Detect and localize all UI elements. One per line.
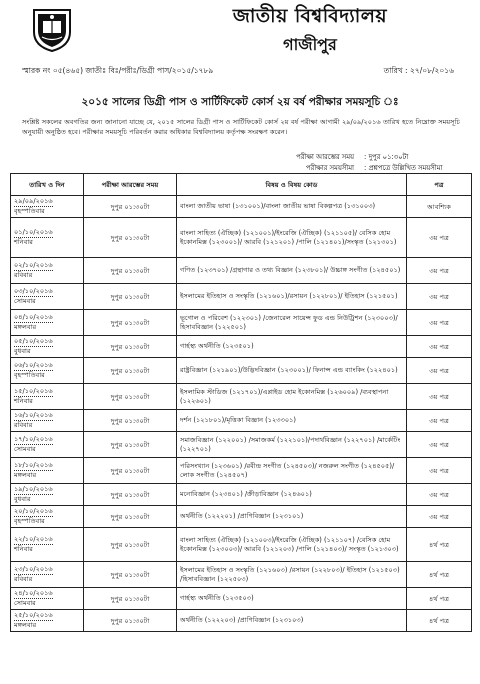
- table-header-row: [11, 174, 472, 196]
- row-paper: ৩য় পত্র: [407, 358, 472, 384]
- row-date: ০৪/১০/২০১৬: [14, 313, 53, 321]
- row-subject: গণিত (১২৩৭০১) /গ্রন্থাগার ও তথ্য বিজ্ঞান (১২৩৮০১)/ উচ্চাঙ্গ সংগীত (১২৪৫০১): [177, 258, 407, 284]
- row-paper: ৪র্থ পত্র: [407, 528, 472, 562]
- row-date: ২২/১০/২০১৬: [14, 535, 53, 543]
- table-row: [11, 196, 472, 218]
- row-day: বৃহস্পতিবার: [14, 371, 45, 379]
- header-subject: বিষয় ও বিষয় কোড: [177, 174, 407, 196]
- row-time: দুপুর ০১:৩০টা: [84, 528, 177, 562]
- header-paper: পত্র: [407, 174, 472, 196]
- row-time: দুপুর ০১:৩০টা: [84, 562, 177, 588]
- row-time: দুপুর ০১:৩০টা: [84, 506, 177, 528]
- table-row: [11, 528, 472, 562]
- row-date-cell: [11, 284, 84, 310]
- row-date: ০১/১০/২০১৬: [14, 228, 53, 236]
- row-time: দুপুর ০১:৩০টা: [84, 458, 177, 484]
- row-day: বৃহস্পতিবার: [14, 207, 45, 215]
- row-time: দুপুর ০১:৩০টা: [84, 196, 177, 218]
- row-subject: বাংলা সাহিত্য (ঐচ্ছিক) (১২১০০৩)/ইংরেজি (ঐচ্ছিক) (১২১১০৭) /বেসিক হোম ইকোনমিক্স (১২৩০০৩)/ আরবি (১২১২০৩) /পালি (১২১৪০৩)/ সংস্কৃত (১২১৩০৩): [177, 528, 407, 562]
- row-day: শনিবার: [14, 397, 33, 405]
- row-date: ০২/১০/২০১৬: [14, 261, 53, 269]
- row-time: দুপুর ০১:৩০টা: [84, 588, 177, 610]
- row-subject: মনোবিজ্ঞান (১২৩৪০১) /ক্রীড়াবিজ্ঞান (১২৪৬০১): [177, 484, 407, 506]
- header-date: তারিখ ও দিন: [11, 174, 84, 196]
- row-time: দুপুর ০১:৩০টা: [84, 610, 177, 632]
- row-paper: ৩য় পত্র: [407, 410, 472, 432]
- table-row: [11, 258, 472, 284]
- row-paper: ৩য় পত্র: [407, 336, 472, 358]
- table-row: [11, 336, 472, 358]
- row-time: দুপুর ০১:৩০টা: [84, 410, 177, 432]
- row-subject: বাংলা সাহিত্য (ঐচ্ছিক) (১২১০০১)/ইংরেজি (ঐচ্ছিক) (১২১১০৫)/ বেসিক হোম ইকোনমিক্স (১২৩০০১)/ আরবি (১২১২০১) /পালি (১২১৪০১)/সংস্কৃত (১২১৩০১): [177, 218, 407, 258]
- row-date: ১৬/১০/২০১৬: [14, 411, 53, 419]
- row-paper: ৩য় পত্র: [407, 484, 472, 506]
- memo-number: স্মারক নং ০৫(৪৬৫) জাতীঃ বিঃ/পরীঃ/ডিগ্রী পাস/২০১৫/১৭৮৯: [22, 66, 214, 75]
- row-date-cell: [11, 410, 84, 432]
- row-subject: গার্হস্থ্য অর্থনীতি (১২৩৫০৩): [177, 588, 407, 610]
- row-date: ১৯/১০/২০১৬: [14, 485, 53, 493]
- row-date-cell: [11, 506, 84, 528]
- row-date-cell: [11, 588, 84, 610]
- row-date-cell: [11, 458, 84, 484]
- row-paper: ৪র্থ পত্র: [407, 588, 472, 610]
- schedule-table: [10, 173, 472, 632]
- row-day: বুধবার: [14, 347, 31, 355]
- row-time: দুপুর ০১:৩০টা: [84, 432, 177, 458]
- row-day: শনিবার: [14, 545, 33, 553]
- header-time: পরীক্ষা আরম্ভের সময়: [84, 174, 177, 196]
- university-city: গাজীপুর: [283, 35, 337, 54]
- table-row: [11, 310, 472, 336]
- row-date: ১৮/১০/২০১৬: [14, 461, 53, 469]
- row-subject: পরিসংখ্যান (১২৩৬০১) /রবীন্দ্র সংগীত (১২৪৫০৩)/ নজরুল সংগীত (১২৪৫০৫)/লোক সংগীত (১২৪৫০৭): [177, 458, 407, 484]
- row-date: ২৫/১০/২০১৬: [14, 611, 53, 619]
- row-subject: রাষ্ট্রবিজ্ঞান (১২১৯০১)/উদ্ভিদবিজ্ঞান (১২৩০০১)/ ফিনান্স এন্ড ব্যাংকিং (১২২৪০১): [177, 358, 407, 384]
- table-row: [11, 218, 472, 258]
- row-date: ১৭/১০/২০১৬: [14, 435, 53, 443]
- row-paper: ৩য় পত্র: [407, 384, 472, 410]
- row-time: দুপুর ০১:৩০টা: [84, 218, 177, 258]
- table-row: [11, 432, 472, 458]
- row-subject: বাংলা জাতীয় ভাষা (১৩১০০১)/বাংলা জাতীয় ভাষা বিকল্পপত্র (১৩১০০৩): [177, 196, 407, 218]
- row-subject: ভূগোল ও পরিবেশ (১২২৩০১) /জেনারেল সায়েন্স ফুড এন্ড নিউট্রিশন (১২৩০০৩)/ হিসাববিজ্ঞান (১২২৫০১): [177, 310, 407, 336]
- table-row: [11, 384, 472, 410]
- row-date: ২৩/১০/২০১৬: [14, 565, 53, 573]
- row-date-cell: [11, 258, 84, 284]
- university-name: জাতীয় বিশ্ববিদ্যালয়: [232, 5, 388, 27]
- university-seal-icon: [28, 4, 76, 52]
- row-paper: আবশ্যিক: [407, 196, 472, 218]
- row-subject: গার্হস্থ্য অর্থনীতি (১২৩৫০১): [177, 336, 407, 358]
- row-date-cell: [11, 310, 84, 336]
- exam-start-value: : দুপুর ০১:৩০টা: [364, 153, 409, 161]
- row-paper: ৪র্থ পত্র: [407, 610, 472, 632]
- row-day: সোমবার: [14, 599, 36, 607]
- row-subject: ইসলামিক স্টাডিজ (১২১৭০১)/এপ্লাইড হোম ইকোনমিক্স (১২৬০০৯) /ব্যবস্থাপনা (১২২৬০১): [177, 384, 407, 410]
- table-row: [11, 284, 472, 310]
- row-day: রবিবার: [14, 271, 33, 279]
- row-paper: ৩য় পত্র: [407, 284, 472, 310]
- row-subject: ইসলামের ইতিহাস ও সংস্কৃতি (১২১৬০১)/রসায়ন (১২২৮০১)/ ইতিহাস (১২১৫০১): [177, 284, 407, 310]
- notice-intro: সংশ্লিষ্ট সকলের অবগতির জন্য জানানো যাচ্ছে যে, ২০১৫ সালের ডিগ্রী পাস ও সার্টিফিকেট কোর্স ২য় বর্ষ পরীক্ষা আগামী ২৯/০৯/২০১৬ তারিখ হতে নিম্নোক্ত সময়সূচি অনুযায়ী অনুষ্ঠিত হবে। পরীক্ষার সময়সূচি পরিবর্তন করার অধিকার বিশ্ববিদ্যালয় কর্তৃপক্ষ সংরক্ষণ করেন।: [22, 118, 460, 136]
- table-row: [11, 458, 472, 484]
- row-paper: ৩য় পত্র: [407, 458, 472, 484]
- row-day: মঙ্গলবার: [14, 621, 37, 629]
- row-paper: ৩য় পত্র: [407, 258, 472, 284]
- row-subject: সমাজবিজ্ঞান (১২২০০১) /সমাজকর্ম (১২২১০১)/পদার্থবিজ্ঞান (১২২৭০১) /মার্কেটিং (১২২৭০১): [177, 432, 407, 458]
- row-day: শনিবার: [14, 238, 33, 246]
- row-day: মঙ্গলবার: [14, 323, 37, 331]
- row-subject: অর্থনীতি (১২২২০৩) /প্রাণিবিজ্ঞান (১২৩১০৩): [177, 610, 407, 632]
- table-row: [11, 358, 472, 384]
- table-row: [11, 484, 472, 506]
- row-paper: ৪র্থ পত্র: [407, 562, 472, 588]
- table-row: [11, 562, 472, 588]
- row-date-cell: [11, 562, 84, 588]
- notice-date: তারিখ : ২৭/০৮/২০১৬: [383, 66, 454, 75]
- notice-title: ২০১৫ সালের ডিগ্রী পাস ও সার্টিফিকেট কোর্স ২য় বর্ষ পরীক্ষার সময়সূচি ঃ: [81, 96, 399, 108]
- row-time: দুপুর ০১:৩০টা: [84, 336, 177, 358]
- row-subject: ইসলামের ইতিহাস ও সংস্কৃতি (১২১৬০৩) /রসায়ন (১২২৮০৩)/ ইতিহাস (১২১৫০৩) /হিসাববিজ্ঞান (১২২৫০৩): [177, 562, 407, 588]
- table-row: [11, 506, 472, 528]
- row-paper: ৩য় পত্র: [407, 310, 472, 336]
- row-day: সোমবার: [14, 297, 36, 305]
- row-date: ০৫/১০/২০১৬: [14, 337, 53, 345]
- exam-duration-label: পরীক্ষার সময়সীমা: [305, 164, 354, 172]
- row-paper: ৩য় পত্র: [407, 506, 472, 528]
- row-date: ২৪/১০/২০১৬: [14, 589, 53, 597]
- row-date-cell: [11, 384, 84, 410]
- row-subject: অর্থনীতি (১২২২০১) /প্রাণিবিজ্ঞান (১২৩১০১): [177, 506, 407, 528]
- exam-duration-value: : প্রশ্নপত্রে উল্লিখিত সময়সীমা: [364, 164, 443, 172]
- row-day: বৃহস্পতিবার: [14, 517, 45, 525]
- table-row: [11, 610, 472, 632]
- row-time: দুপুর ০১:৩০টা: [84, 284, 177, 310]
- row-date: ১৫/১০/২০১৬: [14, 387, 53, 395]
- row-date: ২৯/০৯/২০১৬: [14, 197, 53, 205]
- row-time: দুপুর ০১:৩০টা: [84, 484, 177, 506]
- row-date: ০৩/১০/২০১৬: [14, 287, 53, 295]
- row-date-cell: [11, 484, 84, 506]
- row-day: রবিবার: [14, 575, 33, 583]
- row-subject: দর্শন (১২১৮০১)/মৃত্তিকা বিজ্ঞান (১২৩৩০১): [177, 410, 407, 432]
- table-row: [11, 588, 472, 610]
- row-time: দুপুর ০১:৩০টা: [84, 384, 177, 410]
- row-day: সোমবার: [14, 445, 36, 453]
- row-date-cell: [11, 358, 84, 384]
- row-date-cell: [11, 336, 84, 358]
- row-paper: ৩য় পত্র: [407, 432, 472, 458]
- row-date-cell: [11, 218, 84, 258]
- row-paper: ৩য় পত্র: [407, 218, 472, 258]
- row-date: ২০/১০/২০১৬: [14, 507, 53, 515]
- row-date-cell: [11, 610, 84, 632]
- row-date-cell: [11, 432, 84, 458]
- row-time: দুপুর ০১:৩০টা: [84, 358, 177, 384]
- row-day: মঙ্গলবার: [14, 471, 37, 479]
- exam-start-label: পরীক্ষা আরম্ভের সময়: [296, 153, 354, 161]
- row-date: ০৬/১০/২০১৬: [14, 361, 53, 369]
- row-time: দুপুর ০১:৩০টা: [84, 258, 177, 284]
- row-date-cell: [11, 196, 84, 218]
- table-row: [11, 410, 472, 432]
- row-time: দুপুর ০১:৩০টা: [84, 310, 177, 336]
- row-day: বুধবার: [14, 495, 31, 503]
- row-date-cell: [11, 528, 84, 562]
- row-day: রবিবার: [14, 421, 33, 429]
